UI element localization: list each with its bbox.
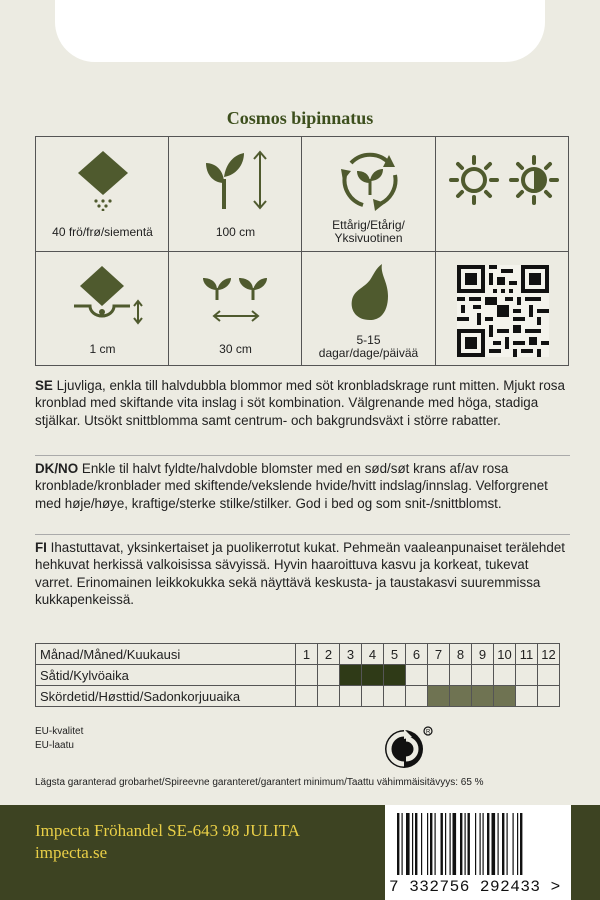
barcode-bar (450, 813, 451, 875)
barcode-bar (445, 813, 446, 875)
month-header: 1 (296, 644, 318, 665)
barcode-bar (441, 813, 443, 875)
barcode-bar (421, 813, 422, 875)
month-header: 4 (362, 644, 384, 665)
calendar-header: Månad/Måned/Kuukausi (36, 644, 296, 665)
species-title: Cosmos bipinnatus (226, 108, 374, 128)
calendar-header-row (36, 644, 560, 665)
germination-label-line1: 5-15 (356, 333, 381, 347)
barcode-bar (402, 813, 403, 875)
month-cell (428, 665, 450, 686)
plant-spacing-icon (199, 270, 273, 326)
plant-spacing-cell (169, 252, 302, 366)
sowing-depth-cell (36, 252, 169, 366)
barcode-bar (520, 813, 522, 875)
month-header: 9 (472, 644, 494, 665)
sowing-calendar (35, 643, 560, 707)
calendar-row-sowing (36, 665, 560, 686)
month-header: 6 (406, 644, 428, 665)
barcode-bar (468, 813, 470, 875)
calendar-row-label: Skördetid/Høsttid/Sadonkorjuuaika (36, 686, 296, 707)
month-cell (472, 665, 494, 686)
growing-info-grid (35, 136, 569, 366)
description-se-text: Ljuvliga, enkla till halvdubbla blommor med söt kronbladskrage runt mitten. Mjukt rosa kronblad med skiftande vita inslag i söt kombination. Välgrenande med höga, stadiga stjälkar. Utsökt snittblomma samt centrum- och bakgrundsväxt i större rabatter. (35, 378, 565, 428)
calendar-row-label: Såtid/Kylvöaika (36, 665, 296, 686)
barcode-bar (406, 813, 410, 875)
barcode-bar (498, 813, 499, 875)
month-header: 10 (494, 644, 516, 665)
month-header: 7 (428, 644, 450, 665)
description-dkno-text: Enkle til halvt fyldte/halvdoble blomster med en sød/søt krans af/av rosa kronblade/kronblader med skiftende/vekslende hvide/hvitt indslag/innslag. Velforgrenet med høje/høye, kraftige/sterke stilke/stilker. God i bed og som snit-/snittblomst. (35, 461, 548, 511)
month-cell (318, 686, 340, 707)
lang-code-dkno: DK/NO (35, 461, 79, 476)
barcode-bar (487, 813, 489, 875)
lifecycle-label-line2: Yksivuotinen (334, 231, 403, 245)
barcode-digits: 7 332756 292433 > (389, 878, 561, 896)
month-cell (494, 665, 516, 686)
month-cell (362, 665, 384, 686)
month-cell (340, 665, 362, 686)
month-cell (538, 665, 560, 686)
plant-spacing-label: 30 cm (219, 342, 252, 356)
month-header: 8 (450, 644, 472, 665)
divider (35, 534, 570, 535)
green-dot-recycling-icon (382, 725, 434, 773)
light-cell (436, 137, 569, 251)
lang-code-fi: FI (35, 540, 47, 555)
svg-text:R: R (426, 729, 431, 736)
qr-code-cell (436, 252, 569, 366)
barcode-bar (507, 813, 508, 875)
month-cell (296, 686, 318, 707)
month-cell (384, 686, 406, 707)
barcode-bar (460, 813, 462, 875)
month-cell (450, 665, 472, 686)
month-header: 2 (318, 644, 340, 665)
month-cell (494, 686, 516, 707)
plant-height-cell (169, 137, 302, 251)
month-cell (472, 686, 494, 707)
sowing-depth-icon (70, 262, 146, 326)
month-cell (362, 686, 384, 707)
barcode-bar (475, 813, 476, 875)
description-dkno (35, 460, 570, 512)
barcode-bar (465, 813, 466, 875)
seed-packet-icon (74, 149, 132, 211)
calendar-row-harvest (36, 686, 560, 707)
month-cell (340, 686, 362, 707)
sun-partial-shade-icon (444, 155, 564, 205)
annual-cycle-icon (339, 149, 401, 211)
barcode-bar (415, 813, 417, 875)
barcode-bar (517, 813, 518, 875)
qr-code-icon[interactable] (457, 265, 549, 357)
month-cell (384, 665, 406, 686)
month-header: 12 (538, 644, 560, 665)
barcode-bar (412, 813, 413, 875)
month-header: 5 (384, 644, 406, 665)
quality-line1: EU-kvalitet (35, 726, 84, 737)
germination-label-line2: dagar/dage/päivää (318, 346, 419, 360)
barcode-bar (435, 813, 436, 875)
sowing-depth-label: 1 cm (89, 342, 116, 356)
month-header: 3 (340, 644, 362, 665)
plant-height-label: 100 cm (215, 225, 256, 239)
germination-icon (346, 262, 396, 322)
barcode (385, 805, 571, 900)
month-cell (516, 665, 538, 686)
barcode-bar (483, 813, 484, 875)
barcode-bar (430, 813, 432, 875)
month-cell (516, 686, 538, 707)
lang-code-se: SE (35, 378, 53, 393)
month-cell (406, 686, 428, 707)
barcode-bars (397, 813, 559, 875)
company-website[interactable]: impecta.se (35, 843, 108, 862)
lifecycle-label-line1: Ettårig/Etårig/ (332, 218, 405, 232)
quality-line2: EU-laatu (35, 740, 74, 751)
plant-height-icon (204, 149, 270, 211)
month-header: 11 (516, 644, 538, 665)
month-cell (406, 665, 428, 686)
seed-count-cell (36, 137, 169, 251)
barcode-bar (480, 813, 481, 875)
seed-count-label: 40 frö/frø/siementä (52, 225, 153, 239)
month-cell (296, 665, 318, 686)
germination-cell (302, 252, 435, 366)
germination-guarantee: Lägsta garanterad grobarhet/Spireevne garanteret/garantert minimum/Taattu vähimmäisitävyys: 65 % (35, 777, 484, 788)
lifecycle-cell (302, 137, 435, 251)
description-fi (35, 539, 570, 609)
company-address: Impecta Fröhandel SE-643 98 JULITA (35, 821, 300, 840)
month-cell (450, 686, 472, 707)
barcode-bar (427, 813, 428, 875)
barcode-bar (397, 813, 399, 875)
barcode-bar (492, 813, 496, 875)
description-se (35, 377, 570, 429)
barcode-bar (502, 813, 504, 875)
month-cell (428, 686, 450, 707)
divider (35, 455, 570, 456)
description-fi-text: Ihastuttavat, yksinkertaiset ja puolikerrotut kukat. Pehmeän vaaleanpunaiset terälehdet hehkuvat herkissä valkoisissa sävyissä. Hyvin haaroittuva kasvu ja korkeat, tukevat varret. Erinomainen leikkokukka sekä näyttävä keskusta- ja taustakasvi suuremmissa kukkapenkeissä. (35, 540, 565, 608)
month-cell (538, 686, 560, 707)
barcode-bar (453, 813, 457, 875)
barcode-bar (513, 813, 514, 875)
month-cell (318, 665, 340, 686)
packet-hanger-tab (55, 0, 545, 62)
